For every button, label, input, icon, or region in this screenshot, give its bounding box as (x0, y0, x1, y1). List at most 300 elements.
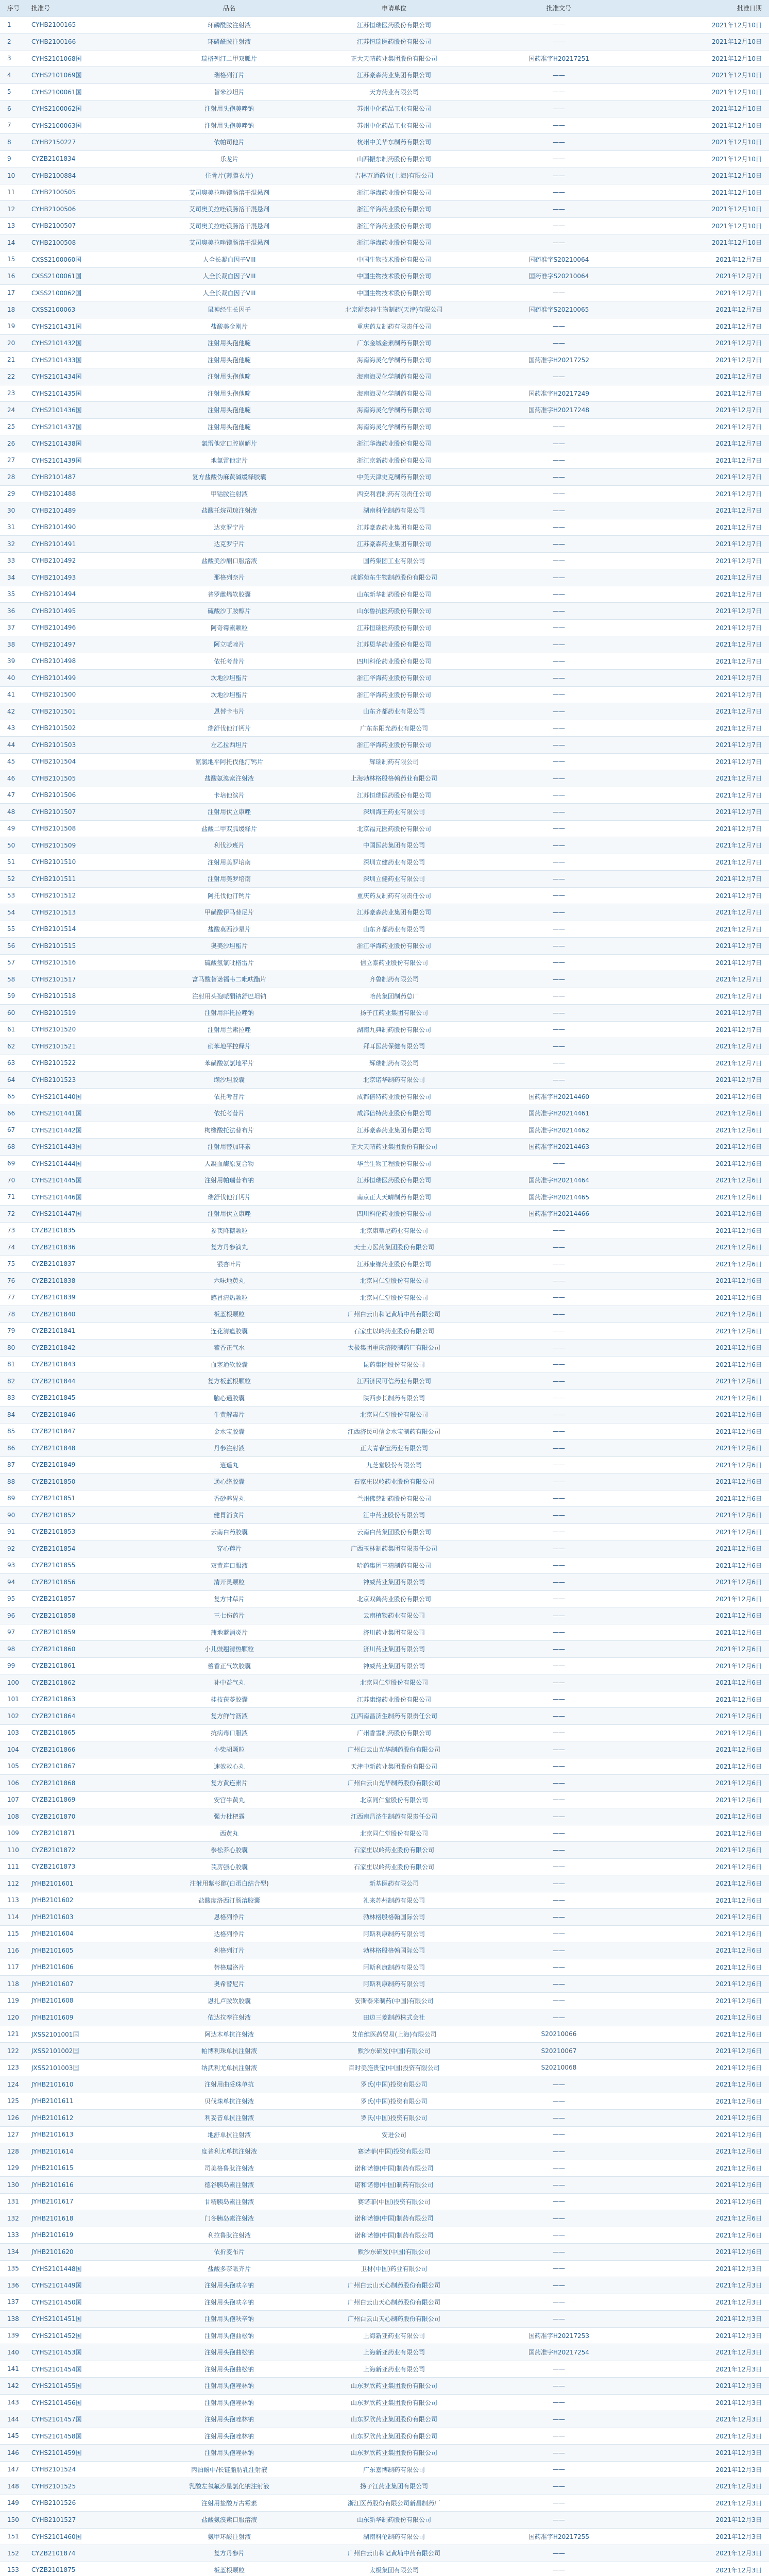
cell-code[interactable]: CYZB2101852 (28, 1507, 152, 1524)
cell-code[interactable]: CYHB2101522 (28, 1055, 152, 1072)
cell-name[interactable]: 盐酸美金刚片 (152, 318, 306, 335)
cell-name[interactable]: 奥美沙坦酯片 (152, 938, 306, 955)
cell-name[interactable]: 恩格列净片 (152, 1909, 306, 1926)
cell-code[interactable]: CYHS2101458国 (28, 2428, 152, 2445)
cell-code[interactable]: CYZB2101847 (28, 1423, 152, 1440)
cell-code[interactable]: JYHB2101617 (28, 2193, 152, 2210)
cell-code[interactable]: CYHB2101501 (28, 703, 152, 720)
cell-code[interactable]: CYHB2101493 (28, 569, 152, 586)
cell-name[interactable]: 依托考昔片 (152, 1088, 306, 1105)
cell-name[interactable]: 艾司奥美拉唑镁肠溶干混悬剂 (152, 217, 306, 234)
cell-code[interactable]: CYHB2101506 (28, 787, 152, 804)
cell-code[interactable]: CYHS2101456国 (28, 2394, 152, 2411)
cell-code[interactable]: CYHB2101515 (28, 938, 152, 955)
cell-code[interactable]: JYHB2101613 (28, 2126, 152, 2143)
cell-code[interactable]: CYHS2101436国 (28, 402, 152, 419)
cell-code[interactable]: CYHS2101431国 (28, 318, 152, 335)
cell-code[interactable]: CYZB2101845 (28, 1389, 152, 1406)
cell-code[interactable]: CYHB2100506 (28, 201, 152, 218)
cell-code[interactable]: CYHB2150227 (28, 134, 152, 151)
cell-code[interactable]: JYHB2101606 (28, 1959, 152, 1976)
cell-code[interactable]: CYHS2101447国 (28, 1206, 152, 1223)
cell-name[interactable]: 德谷胰岛素注射液 (152, 2177, 306, 2194)
cell-name[interactable]: 云南白药胶囊 (152, 1523, 306, 1540)
cell-code[interactable]: CYZB2101871 (28, 1825, 152, 1842)
cell-code[interactable]: CYZB2101870 (28, 1808, 152, 1825)
cell-name[interactable]: 恩扎卢胺软胶囊 (152, 1992, 306, 2009)
cell-name[interactable]: 芪苈强心胶囊 (152, 1858, 306, 1875)
cell-code[interactable]: CYHB2101527 (28, 2512, 152, 2529)
cell-code[interactable]: CYHS2100062国 (28, 100, 152, 117)
cell-name[interactable]: 依达拉奉注射液 (152, 2009, 306, 2026)
cell-code[interactable]: CYHS2101460国 (28, 2528, 152, 2545)
cell-code[interactable]: CYHB2101492 (28, 552, 152, 569)
cell-name[interactable]: 血塞通软胶囊 (152, 1356, 306, 1373)
cell-name[interactable]: 丹参注射液 (152, 1440, 306, 1457)
cell-name[interactable]: 注射用头孢曲松钠 (152, 2344, 306, 2361)
cell-code[interactable]: CYZB2101872 (28, 1842, 152, 1859)
cell-name[interactable]: 注射用泮托拉唑钠 (152, 1005, 306, 1022)
cell-code[interactable]: CYHS2101069国 (28, 67, 152, 84)
cell-code[interactable]: CYZB2101860 (28, 1641, 152, 1658)
cell-code[interactable]: CYHB2101521 (28, 1038, 152, 1055)
cell-name[interactable]: 瑞格列汀二甲双胍片 (152, 50, 306, 67)
cell-name[interactable]: 卡培他滨片 (152, 787, 306, 804)
cell-code[interactable]: CYHS2101451国 (28, 2311, 152, 2328)
cell-code[interactable]: CYZB2101862 (28, 1674, 152, 1691)
cell-name[interactable]: 注射用头孢唑林钠 (152, 2411, 306, 2428)
cell-code[interactable]: CYHB2101511 (28, 871, 152, 888)
cell-code[interactable]: CYHB2101523 (28, 1072, 152, 1089)
cell-code[interactable]: JYHB2101605 (28, 1942, 152, 1959)
cell-name[interactable]: 替格瑞洛片 (152, 1959, 306, 1976)
cell-name[interactable]: 盐酸莫西沙星片 (152, 921, 306, 938)
cell-code[interactable]: CYZB2101859 (28, 1624, 152, 1641)
cell-code[interactable]: CYHS2101445国 (28, 1172, 152, 1189)
cell-name[interactable]: 注射用伏立康唑 (152, 1206, 306, 1223)
cell-code[interactable]: CYZB2101858 (28, 1607, 152, 1624)
cell-name[interactable]: 牛黄解毒片 (152, 1406, 306, 1423)
cell-code[interactable]: CYHS2101434国 (28, 368, 152, 385)
cell-name[interactable]: 司美格鲁肽注射液 (152, 2160, 306, 2177)
cell-code[interactable]: CYZB2101846 (28, 1406, 152, 1423)
cell-code[interactable]: CYHB2101488 (28, 485, 152, 502)
cell-name[interactable]: 苯磺酸氨氯地平片 (152, 1055, 306, 1072)
cell-name[interactable]: 替米沙坦片 (152, 83, 306, 100)
cell-name[interactable]: 普罗雌烯软胶囊 (152, 586, 306, 603)
cell-code[interactable]: CYHB2101487 (28, 469, 152, 486)
cell-name[interactable]: 甲钴胺注射液 (152, 485, 306, 502)
cell-name[interactable]: 清开灵颗粒 (152, 1574, 306, 1591)
cell-name[interactable]: 注射用头孢美唑钠 (152, 117, 306, 134)
cell-name[interactable]: 门冬胰岛素注射液 (152, 2210, 306, 2227)
cell-code[interactable]: CYZB2101838 (28, 1273, 152, 1290)
cell-name[interactable]: 达克罗宁片 (152, 519, 306, 536)
cell-code[interactable]: CYHS2101454国 (28, 2361, 152, 2378)
cell-code[interactable]: CYHS2100061国 (28, 83, 152, 100)
cell-name[interactable]: 注射用美罗培南 (152, 854, 306, 871)
cell-code[interactable]: CYHS2101444国 (28, 1155, 152, 1172)
cell-code[interactable]: CYZB2101869 (28, 1791, 152, 1808)
cell-name[interactable]: 利妥昔单抗注射液 (152, 2110, 306, 2127)
cell-code[interactable]: JYHB2101604 (28, 1925, 152, 1942)
cell-code[interactable]: CYHS2101457国 (28, 2411, 152, 2428)
cell-name[interactable]: 三七伤药片 (152, 1607, 306, 1624)
cell-name[interactable]: 富马酸替诺福韦二吡呋酯片 (152, 971, 306, 988)
cell-name[interactable]: 注射用紫杉醇(白蛋白结合型) (152, 1875, 306, 1892)
cell-name[interactable]: 注射用伏立康唑 (152, 804, 306, 821)
cell-code[interactable]: CYHS2101452国 (28, 2327, 152, 2344)
cell-name[interactable]: 注射用头孢唑林钠 (152, 2445, 306, 2462)
cell-code[interactable]: JYHB2101609 (28, 2009, 152, 2026)
cell-name[interactable]: 逍遥丸 (152, 1456, 306, 1473)
cell-code[interactable]: CYHB2101517 (28, 971, 152, 988)
cell-code[interactable]: JYHB2101611 (28, 2093, 152, 2110)
cell-name[interactable]: 依折麦布片 (152, 2244, 306, 2261)
cell-code[interactable]: CYZB2101835 (28, 1222, 152, 1239)
cell-code[interactable]: JXSS2101003国 (28, 2059, 152, 2076)
cell-name[interactable]: 注射用头孢曲松钠 (152, 2327, 306, 2344)
cell-code[interactable]: CYHB2101514 (28, 921, 152, 938)
cell-code[interactable]: JYHB2101610 (28, 2076, 152, 2093)
cell-code[interactable]: CYZB2101842 (28, 1340, 152, 1357)
cell-code[interactable]: CYZB2101867 (28, 1758, 152, 1775)
cell-code[interactable]: CYZB2101836 (28, 1239, 152, 1256)
cell-code[interactable]: CYZB2101839 (28, 1289, 152, 1306)
cell-code[interactable]: CYZB2101868 (28, 1775, 152, 1792)
cell-name[interactable]: 银杏叶片 (152, 1256, 306, 1273)
cell-code[interactable]: CYHB2100507 (28, 217, 152, 234)
cell-code[interactable]: JYHB2101602 (28, 1892, 152, 1909)
cell-name[interactable]: 纳武利尤单抗注射液 (152, 2059, 306, 2076)
cell-name[interactable]: 注射用头孢他啶 (152, 335, 306, 352)
cell-name[interactable]: 桂枝茯苓胶囊 (152, 1691, 306, 1708)
cell-name[interactable]: 金水宝胶囊 (152, 1423, 306, 1440)
cell-name[interactable]: 依托考昔片 (152, 653, 306, 670)
cell-code[interactable]: CYZB2101855 (28, 1557, 152, 1574)
cell-name[interactable]: 参芪降糖颗粒 (152, 1222, 306, 1239)
cell-name[interactable]: 阿达木单抗注射液 (152, 2026, 306, 2043)
cell-name[interactable]: 氨氯地平阿托伐他汀钙片 (152, 753, 306, 770)
cell-name[interactable]: 依托考昔片 (152, 1105, 306, 1122)
cell-name[interactable]: 注射用头孢哌酮钠舒巴坦钠 (152, 988, 306, 1005)
cell-name[interactable]: 注射用帕瑞昔布钠 (152, 1172, 306, 1189)
cell-code[interactable]: CYHB2101498 (28, 653, 152, 670)
cell-name[interactable]: 阿托伐他汀钙片 (152, 887, 306, 904)
cell-code[interactable]: JYHB2101612 (28, 2110, 152, 2127)
cell-code[interactable]: CYHB2101512 (28, 887, 152, 904)
cell-name[interactable]: 藿香正气水 (152, 1340, 306, 1357)
cell-name[interactable]: 注射用头孢呋辛钠 (152, 2294, 306, 2311)
cell-name[interactable]: 盐酸二甲双胍缓释片 (152, 820, 306, 837)
cell-name[interactable]: 甲磺酸伊马替尼片 (152, 904, 306, 921)
cell-name[interactable]: 藿香正气软胶囊 (152, 1657, 306, 1674)
cell-code[interactable]: CYHS2101435国 (28, 385, 152, 402)
cell-code[interactable]: CYZB2101834 (28, 150, 152, 167)
cell-name[interactable]: 氨甲环酸注射液 (152, 2528, 306, 2545)
cell-name[interactable]: 达克罗宁片 (152, 536, 306, 553)
cell-code[interactable]: JYHB2101619 (28, 2227, 152, 2244)
cell-name[interactable]: 依帕司他片 (152, 134, 306, 151)
cell-code[interactable]: CYHS2101449国 (28, 2277, 152, 2294)
cell-name[interactable]: 蒲地蓝消炎片 (152, 1624, 306, 1641)
cell-code[interactable]: JYHB2101614 (28, 2143, 152, 2160)
cell-code[interactable]: CYHB2101494 (28, 586, 152, 603)
cell-code[interactable]: CYZB2101854 (28, 1540, 152, 1557)
cell-name[interactable]: 复方丹参滴丸 (152, 1239, 306, 1256)
cell-code[interactable]: CYZB2101848 (28, 1440, 152, 1457)
cell-name[interactable]: 盐酸托烷司琼注射液 (152, 502, 306, 519)
cell-name[interactable]: 乐龙片 (152, 150, 306, 167)
cell-name[interactable]: 达格列净片 (152, 1925, 306, 1942)
cell-name[interactable]: 双黄连口服液 (152, 1557, 306, 1574)
cell-code[interactable]: CYHB2101525 (28, 2478, 152, 2495)
cell-code[interactable]: CYHS2101442国 (28, 1122, 152, 1139)
cell-name[interactable]: 阿立哌唑片 (152, 636, 306, 653)
cell-code[interactable]: CYHS2101438国 (28, 435, 152, 452)
cell-code[interactable]: CYHS2101432国 (28, 335, 152, 352)
cell-code[interactable]: CYHS2101068国 (28, 50, 152, 67)
cell-code[interactable]: CYHS2101443国 (28, 1139, 152, 1156)
cell-name[interactable]: 注射用头孢他啶 (152, 418, 306, 435)
cell-code[interactable]: CYZB2101844 (28, 1373, 152, 1390)
cell-code[interactable]: JYHB2101615 (28, 2160, 152, 2177)
cell-code[interactable]: CXSS2100063 (28, 301, 152, 318)
cell-name[interactable]: 六味地黄丸 (152, 1273, 306, 1290)
cell-name[interactable]: 奥希替尼片 (152, 1976, 306, 1993)
cell-code[interactable]: CYZB2101840 (28, 1306, 152, 1323)
cell-code[interactable]: CYHB2101500 (28, 686, 152, 703)
cell-name[interactable]: 缬沙坦胶囊 (152, 1072, 306, 1089)
cell-name[interactable]: 注射用头孢呋辛钠 (152, 2311, 306, 2328)
cell-code[interactable]: CYHB2101505 (28, 770, 152, 787)
cell-name[interactable]: 小儿豉翘清热颗粒 (152, 1641, 306, 1658)
cell-code[interactable]: JYHB2101620 (28, 2244, 152, 2261)
cell-name[interactable]: 注射用曲妥珠单抗 (152, 2076, 306, 2093)
cell-name[interactable]: 注射用兰索拉唑 (152, 1021, 306, 1038)
cell-name[interactable]: 注射用头孢唑林钠 (152, 2394, 306, 2411)
cell-name[interactable]: 盐酸氨溴索注射液 (152, 770, 306, 787)
cell-code[interactable]: CYHB2101510 (28, 854, 152, 871)
cell-code[interactable]: CXSS2100062国 (28, 284, 152, 301)
cell-code[interactable]: CXSS2100060国 (28, 251, 152, 268)
cell-code[interactable]: JYHB2101601 (28, 1875, 152, 1892)
cell-name[interactable]: 注射用头孢美唑钠 (152, 100, 306, 117)
cell-code[interactable]: CYHB2101489 (28, 502, 152, 519)
cell-code[interactable]: CYHB2101499 (28, 670, 152, 687)
cell-code[interactable]: CYZB2101857 (28, 1590, 152, 1607)
cell-code[interactable]: CYZB2101841 (28, 1323, 152, 1340)
cell-code[interactable]: CYHB2101520 (28, 1021, 152, 1038)
cell-code[interactable]: CYZB2101874 (28, 2545, 152, 2562)
cell-code[interactable]: CYZB2101864 (28, 1708, 152, 1725)
cell-name[interactable]: 注射用替加环素 (152, 1139, 306, 1156)
cell-name[interactable]: 参松养心胶囊 (152, 1842, 306, 1859)
cell-name[interactable]: 住骨片(薄膜衣片) (152, 167, 306, 184)
cell-name[interactable]: 小柴胡颗粒 (152, 1741, 306, 1758)
cell-name[interactable]: 硫酸沙丁胺醇片 (152, 603, 306, 620)
cell-name[interactable]: 穿心莲片 (152, 1540, 306, 1557)
cell-code[interactable]: CYHB2101496 (28, 619, 152, 636)
cell-code[interactable]: CYHB2101495 (28, 603, 152, 620)
cell-name[interactable]: 乳酸左氧氟沙星氯化钠注射液 (152, 2478, 306, 2495)
cell-name[interactable]: 人全长凝血因子VIII (152, 284, 306, 301)
cell-name[interactable]: 复方黄连素片 (152, 1775, 306, 1792)
cell-name[interactable]: 板蓝根颗粒 (152, 2562, 306, 2576)
cell-name[interactable]: 艾司奥美拉唑镁肠溶干混悬剂 (152, 201, 306, 218)
cell-name[interactable]: 坎地沙坦酯片 (152, 686, 306, 703)
cell-code[interactable]: CYHB2101518 (28, 988, 152, 1005)
cell-name[interactable]: 甘精胰岛素注射液 (152, 2193, 306, 2210)
cell-code[interactable]: CYHB2101502 (28, 720, 152, 737)
cell-code[interactable]: CXSS2100061国 (28, 268, 152, 285)
cell-name[interactable]: 复方鲜竹沥液 (152, 1708, 306, 1725)
cell-name[interactable]: 健胃消食片 (152, 1507, 306, 1524)
cell-name[interactable]: 人凝血酶原复合物 (152, 1155, 306, 1172)
cell-name[interactable]: 硝苯地平控释片 (152, 1038, 306, 1055)
cell-name[interactable]: 注射用头孢他啶 (152, 402, 306, 419)
cell-code[interactable]: CYZB2101853 (28, 1523, 152, 1540)
cell-code[interactable]: CYHS2101459国 (28, 2445, 152, 2462)
cell-name[interactable]: 贝伐珠单抗注射液 (152, 2093, 306, 2110)
cell-code[interactable]: CYHB2101504 (28, 753, 152, 770)
cell-code[interactable]: CYHB2101526 (28, 2495, 152, 2512)
cell-code[interactable]: CYHS2101433国 (28, 351, 152, 368)
cell-name[interactable]: 地氯雷他定片 (152, 452, 306, 469)
cell-code[interactable]: JYHB2101618 (28, 2210, 152, 2227)
cell-name[interactable]: 速效救心丸 (152, 1758, 306, 1775)
cell-code[interactable]: CYHB2101503 (28, 737, 152, 754)
cell-code[interactable]: CYHS2101441国 (28, 1105, 152, 1122)
cell-code[interactable]: CYZB2101873 (28, 1858, 152, 1875)
cell-name[interactable]: 香砂养胃丸 (152, 1490, 306, 1507)
cell-name[interactable]: 注射用头孢唑林钠 (152, 2378, 306, 2395)
cell-code[interactable]: JYHB2101603 (28, 1909, 152, 1926)
cell-code[interactable]: CYHS2101440国 (28, 1088, 152, 1105)
cell-name[interactable]: 环磷酰胺注射液 (152, 16, 306, 33)
cell-name[interactable]: 注射用头孢他啶 (152, 351, 306, 368)
cell-name[interactable]: 注射用美罗培南 (152, 871, 306, 888)
cell-code[interactable]: CYHB2101524 (28, 2461, 152, 2478)
cell-code[interactable]: JYHB2101608 (28, 1992, 152, 2009)
cell-name[interactable]: 盐酸多奈哌齐片 (152, 2260, 306, 2277)
cell-name[interactable]: 连花清瘟胶囊 (152, 1323, 306, 1340)
cell-name[interactable]: 通心络胶囊 (152, 1473, 306, 1490)
cell-code[interactable]: CYHB2100165 (28, 16, 152, 33)
cell-name[interactable]: 环磷酰胺注射液 (152, 33, 306, 50)
cell-code[interactable]: CYZB2101850 (28, 1473, 152, 1490)
cell-name[interactable]: 丙泊酚中/长链脂肪乳注射液 (152, 2461, 306, 2478)
cell-name[interactable]: 阿奇霉素颗粒 (152, 619, 306, 636)
cell-name[interactable]: 枸橼酸托法替布片 (152, 1122, 306, 1139)
cell-code[interactable]: CYZB2101837 (28, 1256, 152, 1273)
cell-code[interactable]: JXSS2101001国 (28, 2026, 152, 2043)
cell-code[interactable]: CYHB2101491 (28, 536, 152, 553)
cell-name[interactable]: 瑞舒伐他汀钙片 (152, 1189, 306, 1206)
cell-code[interactable]: CYHS2101448国 (28, 2260, 152, 2277)
cell-code[interactable]: CYHS2101455国 (28, 2378, 152, 2395)
cell-name[interactable]: 盐酸美沙酮口服溶液 (152, 552, 306, 569)
cell-name[interactable]: 抗病毒口服液 (152, 1724, 306, 1741)
cell-name[interactable]: 感冒清热颗粒 (152, 1289, 306, 1306)
cell-name[interactable]: 注射用头孢他啶 (152, 385, 306, 402)
cell-name[interactable]: 坎地沙坦酯片 (152, 670, 306, 687)
cell-name[interactable]: 左乙拉西坦片 (152, 737, 306, 754)
cell-code[interactable]: CYZB2101856 (28, 1574, 152, 1591)
cell-name[interactable]: 度普利尤单抗注射液 (152, 2143, 306, 2160)
cell-name[interactable]: 艾司奥美拉唑镁肠溶干混悬剂 (152, 234, 306, 251)
cell-code[interactable]: CYHB2101508 (28, 820, 152, 837)
cell-name[interactable]: 脑心通胶囊 (152, 1389, 306, 1406)
cell-name[interactable]: 硫酸氢氯吡格雷片 (152, 954, 306, 971)
cell-name[interactable]: 盐酸氨溴索口服溶液 (152, 2512, 306, 2529)
cell-name[interactable]: 艾司奥美拉唑镁肠溶干混悬剂 (152, 184, 306, 201)
cell-name[interactable]: 地舒单抗注射液 (152, 2126, 306, 2143)
cell-code[interactable]: CYHS2101437国 (28, 418, 152, 435)
cell-code[interactable]: CYZB2101865 (28, 1724, 152, 1741)
cell-code[interactable]: CYZB2101849 (28, 1456, 152, 1473)
cell-name[interactable]: 利格列汀片 (152, 1942, 306, 1959)
cell-code[interactable]: CYZB2101851 (28, 1490, 152, 1507)
cell-name[interactable]: 人全长凝血因子VIII (152, 268, 306, 285)
cell-name[interactable]: 注射用头孢呋辛钠 (152, 2277, 306, 2294)
cell-code[interactable]: JYHB2101607 (28, 1976, 152, 1993)
cell-name[interactable]: 注射用盐酸万古霉素 (152, 2495, 306, 2512)
cell-code[interactable]: CYHB2101507 (28, 804, 152, 821)
cell-code[interactable]: CYHS2100063国 (28, 117, 152, 134)
cell-name[interactable]: 鼠神经生长因子 (152, 301, 306, 318)
cell-code[interactable]: CYZB2101875 (28, 2562, 152, 2576)
cell-code[interactable]: JXSS2101002国 (28, 2043, 152, 2060)
cell-name[interactable]: 复方丹参片 (152, 2545, 306, 2562)
cell-name[interactable]: 盐酸度洛西汀肠溶胶囊 (152, 1892, 306, 1909)
cell-name[interactable]: 复方甘草片 (152, 1590, 306, 1607)
cell-code[interactable]: CYZB2101866 (28, 1741, 152, 1758)
cell-code[interactable]: CYHS2101446国 (28, 1189, 152, 1206)
cell-name[interactable]: 瑞格列汀片 (152, 67, 306, 84)
cell-name[interactable]: 那格列奈片 (152, 569, 306, 586)
cell-code[interactable]: CYHB2101490 (28, 519, 152, 536)
cell-code[interactable]: CYHS2101453国 (28, 2344, 152, 2361)
cell-name[interactable]: 注射用头孢他啶 (152, 368, 306, 385)
cell-name[interactable]: 西黄丸 (152, 1825, 306, 1842)
cell-name[interactable]: 帕博利珠单抗注射液 (152, 2043, 306, 2060)
cell-name[interactable]: 利拉鲁肽注射液 (152, 2227, 306, 2244)
cell-code[interactable]: CYHB2100505 (28, 184, 152, 201)
cell-name[interactable]: 人全长凝血因子VIII (152, 251, 306, 268)
cell-code[interactable]: CYHB2100166 (28, 33, 152, 50)
cell-code[interactable]: CYHB2101513 (28, 904, 152, 921)
cell-name[interactable]: 补中益气丸 (152, 1674, 306, 1691)
cell-name[interactable]: 复方盐酸伪麻黄碱缓释胶囊 (152, 469, 306, 486)
cell-code[interactable]: CYHB2101497 (28, 636, 152, 653)
cell-name[interactable]: 复方板蓝根颗粒 (152, 1373, 306, 1390)
cell-name[interactable]: 利伐沙班片 (152, 837, 306, 854)
cell-code[interactable]: CYHB2101509 (28, 837, 152, 854)
cell-code[interactable]: CYZB2101863 (28, 1691, 152, 1708)
cell-code[interactable]: CYHS2101450国 (28, 2294, 152, 2311)
cell-code[interactable]: JYHB2101616 (28, 2177, 152, 2194)
cell-name[interactable]: 强力枇杷露 (152, 1808, 306, 1825)
cell-code[interactable]: CYHB2100884 (28, 167, 152, 184)
cell-code[interactable]: CYZB2101861 (28, 1657, 152, 1674)
cell-code[interactable]: CYHB2101519 (28, 1005, 152, 1022)
cell-name[interactable]: 氯雷他定口腔崩解片 (152, 435, 306, 452)
cell-code[interactable]: CYZB2101843 (28, 1356, 152, 1373)
cell-name[interactable]: 恩替卡韦片 (152, 703, 306, 720)
cell-code[interactable]: CYHS2101439国 (28, 452, 152, 469)
cell-code[interactable]: CYHB2100508 (28, 234, 152, 251)
